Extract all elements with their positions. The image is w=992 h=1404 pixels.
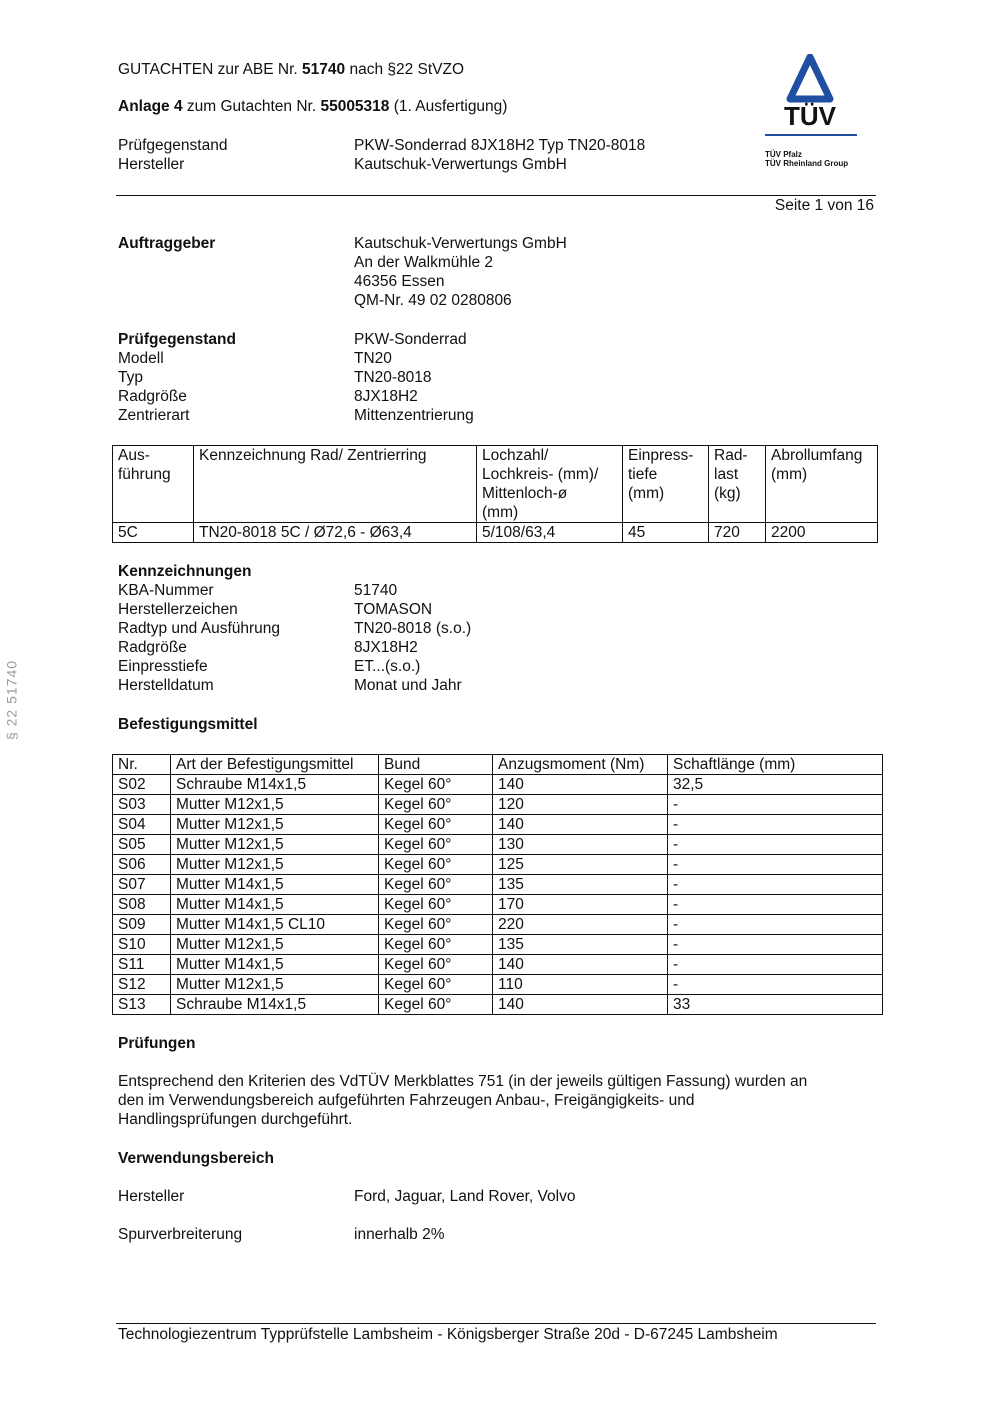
header-cell: Art der Befestigungsmittel xyxy=(171,755,379,775)
table-cell: S13 xyxy=(113,995,171,1015)
table-cell: 2200 xyxy=(766,523,878,543)
table-cell: Kegel 60° xyxy=(379,775,493,795)
table-cell: S12 xyxy=(113,975,171,995)
table-cell: Kegel 60° xyxy=(379,895,493,915)
title-prefix: GUTACHTEN zur ABE Nr. xyxy=(118,61,303,78)
marking-value: TN20-8018 (s.o.) xyxy=(354,620,472,637)
table-cell: 125 xyxy=(493,855,668,875)
table-cell: 220 xyxy=(493,915,668,935)
table-cell: Mutter M14x1,5 CL10 xyxy=(171,915,379,935)
annex-line xyxy=(118,97,507,116)
fasteners-title: Befestigungsmittel xyxy=(118,716,258,733)
fasteners-body xyxy=(113,775,883,1015)
marking-value: 8JX18H2 xyxy=(354,639,418,656)
abe-number: 51740 xyxy=(302,61,346,78)
header-cell: Rad- last (kg) xyxy=(709,446,766,523)
fasteners-table xyxy=(112,754,883,1015)
table-cell: Kegel 60° xyxy=(379,835,493,855)
table-cell: Kegel 60° xyxy=(379,795,493,815)
table-cell: Schraube M14x1,5 xyxy=(171,995,379,1015)
header-cell: Nr. xyxy=(113,755,171,775)
usage-value: innerhalb 2% xyxy=(354,1226,445,1243)
header-row xyxy=(118,136,838,155)
footer-divider xyxy=(116,1323,876,1324)
header-row-value: Kautschuk-Verwertungs GmbH xyxy=(354,156,567,173)
table-cell: Mutter M14x1,5 xyxy=(171,955,379,975)
marking-label: Herstellerzeichen xyxy=(118,601,238,618)
marking-row xyxy=(118,676,838,695)
table-cell: Kegel 60° xyxy=(379,975,493,995)
subject-row-label: Modell xyxy=(118,350,164,367)
table-cell: 135 xyxy=(493,875,668,895)
wheel-spec-table xyxy=(112,445,878,543)
table-cell: Kegel 60° xyxy=(379,855,493,875)
table-cell: 5/108/63,4 xyxy=(477,523,623,543)
subject-value: PKW-Sonderrad xyxy=(354,331,467,348)
table-cell: - xyxy=(668,875,883,895)
report-title-line xyxy=(118,60,464,79)
table-row xyxy=(113,815,883,835)
table-cell: Kegel 60° xyxy=(379,955,493,975)
table-cell: Kegel 60° xyxy=(379,815,493,835)
subject-row-value: TN20 xyxy=(354,350,392,367)
marking-label: Radgröße xyxy=(118,639,187,656)
marking-row xyxy=(118,638,838,657)
table-cell: S03 xyxy=(113,795,171,815)
paragraph-line: Handlingsprüfungen durchgeführt. xyxy=(118,1111,353,1128)
table-cell: - xyxy=(668,895,883,915)
client-line: QM-Nr. 49 02 0280806 xyxy=(354,292,512,309)
client-line: An der Walkmühle 2 xyxy=(354,254,493,271)
client-line: Kautschuk-Verwertungs GmbH xyxy=(354,235,567,252)
tuev-logo xyxy=(762,54,862,174)
header-cell: Anzugsmoment (Nm) xyxy=(493,755,668,775)
client-line: 46356 Essen xyxy=(354,273,445,290)
subject-row-value: 8JX18H2 xyxy=(354,388,418,405)
table-cell: S05 xyxy=(113,835,171,855)
table-cell: 110 xyxy=(493,975,668,995)
table-cell: S07 xyxy=(113,875,171,895)
table-cell: 170 xyxy=(493,895,668,915)
tuev-triangle-icon xyxy=(762,54,862,104)
table-cell: Mutter M14x1,5 xyxy=(171,895,379,915)
header-cell: Aus- führung xyxy=(113,446,194,523)
table-cell: S09 xyxy=(113,915,171,935)
header-cell: Lochzahl/ Lochkreis- (mm)/ Mittenloch-ø (mm) xyxy=(477,446,623,523)
marking-row xyxy=(118,600,838,619)
table-cell: Mutter M12x1,5 xyxy=(171,975,379,995)
table-cell: 32,5 xyxy=(668,775,883,795)
table-cell: - xyxy=(668,835,883,855)
subject-row xyxy=(118,368,838,387)
subject-row xyxy=(118,406,838,425)
usage-row xyxy=(118,1187,838,1206)
table-row xyxy=(113,795,883,815)
side-marginal-text xyxy=(0,650,24,750)
table-cell: TN20-8018 5C / Ø72,6 - Ø63,4 xyxy=(194,523,477,543)
table-row xyxy=(113,875,883,895)
subject-row-value: TN20-8018 xyxy=(354,369,432,386)
header-row-label: Prüfgegenstand xyxy=(118,137,228,154)
header-row-value: PKW-Sonderrad 8JX18H2 Typ TN20-8018 xyxy=(354,137,646,154)
subject-label: Prüfgegenstand xyxy=(118,331,236,348)
subject-row-value: Mittenzentrierung xyxy=(354,407,474,424)
table-row xyxy=(113,895,883,915)
header-row-label: Hersteller xyxy=(118,156,185,173)
paragraph-line: den im Verwendungsbereich aufgeführten Fahrzeugen Anbau-, Freigängigkeits- und xyxy=(118,1092,695,1109)
table-cell: S11 xyxy=(113,955,171,975)
subject-row-label: Zentrierart xyxy=(118,407,190,424)
table-cell: - xyxy=(668,815,883,835)
header-cell: Schaftlänge (mm) xyxy=(668,755,883,775)
table-cell: 5C xyxy=(113,523,194,543)
markings-title: Kennzeichnungen xyxy=(118,563,252,580)
marking-label: Einpresstiefe xyxy=(118,658,208,675)
tuev-logo-sub2: TÜV Rheinland Group xyxy=(765,159,849,168)
table-header-row xyxy=(113,446,878,523)
table-row xyxy=(113,975,883,995)
tests-paragraph xyxy=(118,1072,807,1129)
marking-row xyxy=(118,657,838,676)
table-cell: Mutter M12x1,5 xyxy=(171,935,379,955)
table-row xyxy=(113,775,883,795)
table-cell: Kegel 60° xyxy=(379,935,493,955)
table-cell: - xyxy=(668,915,883,935)
table-cell: 33 xyxy=(668,995,883,1015)
table-cell: - xyxy=(668,795,883,815)
table-cell: - xyxy=(668,955,883,975)
paragraph-line: Entsprechend den Kriterien des VdTÜV Merkblattes 751 (in der jeweils gültigen Fassung) wurden an xyxy=(118,1073,808,1090)
title-suffix: nach §22 StVZO xyxy=(345,61,465,78)
table-cell: 45 xyxy=(623,523,709,543)
table-row xyxy=(113,915,883,935)
usage-label: Spurverbreiterung xyxy=(118,1226,243,1243)
header-cell: Bund xyxy=(379,755,493,775)
header-cell: Kennzeichnung Rad/ Zentrierring xyxy=(194,446,477,523)
usage-label: Hersteller xyxy=(118,1188,185,1205)
table-cell: S04 xyxy=(113,815,171,835)
usage-value: Ford, Jaguar, Land Rover, Volvo xyxy=(354,1188,576,1205)
table-row xyxy=(113,955,883,975)
table-cell: Schraube M14x1,5 xyxy=(171,775,379,795)
marking-label: Radtyp und Ausführung xyxy=(118,620,281,637)
table-cell: Mutter M14x1,5 xyxy=(171,875,379,895)
table-cell: S08 xyxy=(113,895,171,915)
tuev-logo-text: TÜV xyxy=(784,101,836,131)
marking-value: Monat und Jahr xyxy=(354,677,462,694)
header-cell: Abrollumfang (mm) xyxy=(766,446,878,523)
marking-label: Herstelldatum xyxy=(118,677,214,694)
usage-row xyxy=(118,1225,838,1244)
table-row xyxy=(113,523,878,543)
marking-row xyxy=(118,581,838,600)
subject-row-label: Typ xyxy=(118,369,143,386)
subject-row xyxy=(118,330,838,349)
table-cell: Mutter M12x1,5 xyxy=(171,795,379,815)
table-header-row xyxy=(113,755,883,775)
table-cell: - xyxy=(668,935,883,955)
header-row xyxy=(118,155,838,174)
subject-row xyxy=(118,387,838,406)
table-cell: 720 xyxy=(709,523,766,543)
subject-row xyxy=(118,349,838,368)
marking-value: ET...(s.o.) xyxy=(354,658,421,675)
gutachten-number: 55005318 xyxy=(320,98,390,115)
table-cell: 140 xyxy=(493,955,668,975)
page-number: Seite 1 von 16 xyxy=(774,197,874,214)
table-cell: 135 xyxy=(493,935,668,955)
marking-row xyxy=(118,619,838,638)
table-cell: Mutter M12x1,5 xyxy=(171,815,379,835)
table-cell: S10 xyxy=(113,935,171,955)
table-cell: - xyxy=(668,855,883,875)
client-address xyxy=(354,234,567,310)
header-cell: Einpress- tiefe (mm) xyxy=(623,446,709,523)
table-cell: 140 xyxy=(493,995,668,1015)
annex-label: Anlage 4 xyxy=(118,98,183,115)
client-label: Auftraggeber xyxy=(118,235,216,252)
tuev-logo-sub1: TÜV Pfalz xyxy=(765,150,802,159)
side-marginal-label: § 22 51740 xyxy=(3,659,20,741)
table-cell: Mutter M12x1,5 xyxy=(171,855,379,875)
marking-label: KBA-Nummer xyxy=(118,582,214,599)
table-cell: 120 xyxy=(493,795,668,815)
client-block xyxy=(118,234,838,314)
table-row xyxy=(113,855,883,875)
marking-value: TOMASON xyxy=(354,601,433,618)
subject-row-label: Radgröße xyxy=(118,388,187,405)
footer-text: Technologiezentrum Typprüfstelle Lambsheim - Königsberger Straße 20d - D-67245 Lambsheim xyxy=(118,1326,778,1343)
table-cell: 140 xyxy=(493,775,668,795)
tests-title: Prüfungen xyxy=(118,1035,196,1052)
marking-value: 51740 xyxy=(354,582,398,599)
annex-suffix: (1. Ausfertigung) xyxy=(389,98,508,115)
table-cell: Mutter M12x1,5 xyxy=(171,835,379,855)
usage-title: Verwendungsbereich xyxy=(118,1150,274,1167)
table-cell: S06 xyxy=(113,855,171,875)
table-cell: - xyxy=(668,975,883,995)
table-cell: Kegel 60° xyxy=(379,995,493,1015)
table-cell: Kegel 60° xyxy=(379,915,493,935)
table-cell: Kegel 60° xyxy=(379,875,493,895)
table-row xyxy=(113,995,883,1015)
table-cell: 130 xyxy=(493,835,668,855)
table-row xyxy=(113,935,883,955)
table-cell: 140 xyxy=(493,815,668,835)
annex-mid: zum Gutachten Nr. xyxy=(182,98,321,115)
table-cell: S02 xyxy=(113,775,171,795)
tuev-logo-rule xyxy=(765,134,857,136)
table-row xyxy=(113,835,883,855)
